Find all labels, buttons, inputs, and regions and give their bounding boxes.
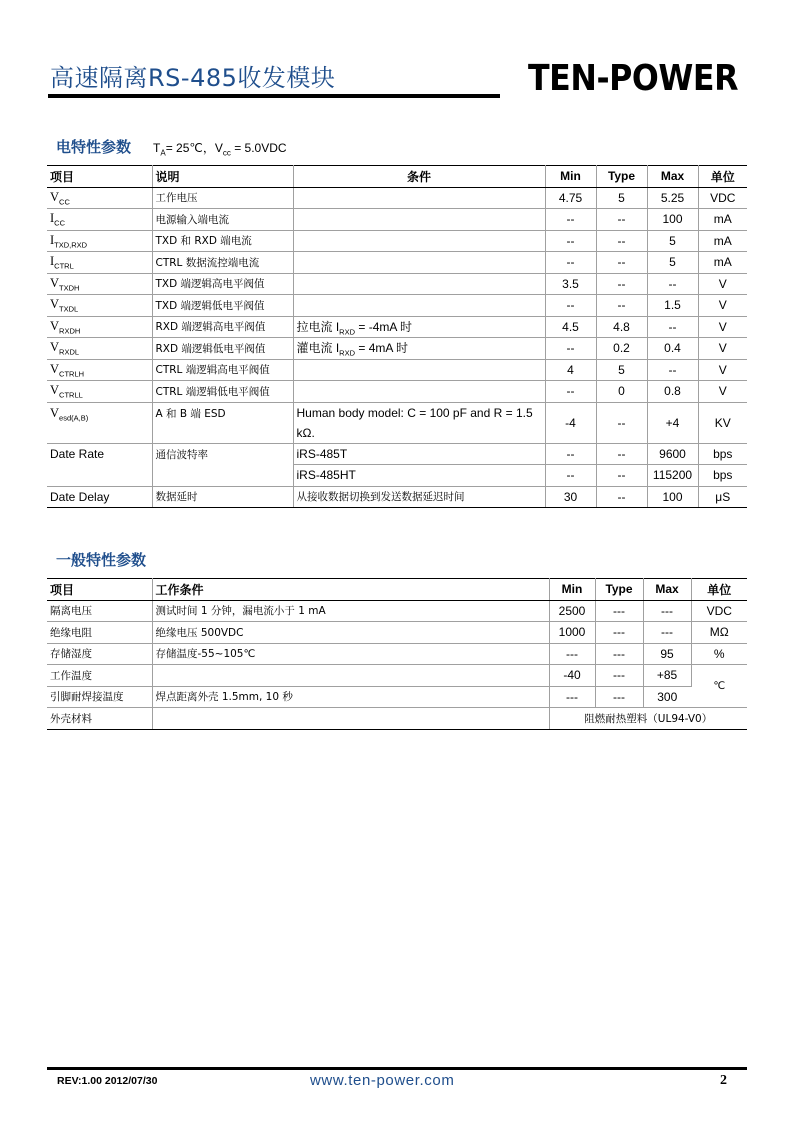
brand-logo: TEN-POWER [528, 58, 739, 99]
symbol-letter: V [50, 361, 60, 376]
value-unit: V [698, 359, 747, 381]
value-typ: -- [596, 402, 647, 443]
item-condition: 焊点距离外壳 1.5mm, 10 秒 [152, 686, 549, 708]
col-header: 说明 [152, 166, 293, 188]
value-typ: -- [596, 295, 647, 317]
value-unit: KV [698, 402, 747, 443]
value-typ: --- [595, 665, 643, 687]
table-row [47, 708, 747, 730]
value-max: 5.25 [647, 187, 698, 209]
symbol-letter: V [50, 318, 60, 333]
title-underline [48, 94, 500, 98]
value-typ: -- [596, 209, 647, 231]
param-description: CTRL 端逻辑低电平阀值 [152, 381, 293, 403]
param-condition: iRS-485T [293, 443, 545, 465]
value-typ: --- [595, 643, 643, 665]
condition-text: = -4mA 时 [355, 319, 413, 334]
param-description: 数据延时 [152, 486, 293, 508]
value-typ: 5 [596, 187, 647, 209]
col-header: Max [647, 166, 698, 188]
value-min: -40 [549, 665, 595, 687]
electrical-heading: 电特性参数 [56, 138, 132, 156]
value-unit: μS [698, 486, 747, 508]
value-min: -- [545, 465, 596, 487]
value-min: 3.5 [545, 273, 596, 295]
value-max: -- [647, 359, 698, 381]
col-header: Max [643, 579, 691, 601]
symbol-subscript: esd(A,B) [59, 413, 89, 422]
value-typ: 0.2 [596, 338, 647, 360]
value-max: 5 [647, 252, 698, 274]
param-symbol [47, 230, 152, 252]
param-description: TXD 端逻辑低电平阀值 [152, 295, 293, 317]
item-condition: 绝缘电压 500VDC [152, 622, 549, 644]
value-typ: -- [596, 252, 647, 274]
value-min: 4.75 [545, 187, 596, 209]
value-max: 0.8 [647, 381, 698, 403]
col-header: 条件 [293, 166, 545, 188]
document-title: 高速隔离RS-485收发模块 [50, 64, 336, 92]
value-max: 95 [643, 643, 691, 665]
value-min: -- [545, 252, 596, 274]
value-unit: VDC [691, 600, 747, 622]
symbol-subscript: RXDL [59, 347, 80, 357]
general-heading: 一般特性参数 [56, 551, 147, 569]
table-row [47, 187, 747, 209]
param-condition [293, 295, 545, 317]
value-typ: -- [596, 230, 647, 252]
value-typ: -- [596, 486, 647, 508]
symbol-letter: V [50, 297, 60, 311]
value-unit: VDC [698, 187, 747, 209]
param-condition [293, 230, 545, 252]
symbol-subscript: CTRLH [59, 369, 85, 378]
param-symbol [47, 209, 152, 231]
value-typ: --- [595, 622, 643, 644]
item-condition [152, 708, 549, 730]
table-row [47, 295, 747, 317]
table-row [47, 209, 747, 231]
table-row [47, 252, 747, 274]
table-row [47, 338, 747, 360]
param-condition [293, 252, 545, 274]
condition-text: RXD [339, 348, 356, 358]
item-name: 存储湿度 [47, 643, 152, 665]
value-max: -- [647, 316, 698, 338]
param-symbol [47, 402, 152, 443]
param-label: Date Rate [47, 443, 152, 486]
value-max: +85 [643, 665, 691, 687]
table-row [47, 622, 747, 644]
param-condition [293, 359, 545, 381]
param-description: CTRL 数据流控端电流 [152, 252, 293, 274]
symbol-letter: V [50, 275, 60, 290]
condition-text: = 4mA 时 [355, 341, 409, 356]
value-max: 100 [647, 486, 698, 508]
condition-text: RXD [339, 326, 356, 336]
value-max: 115200 [647, 465, 698, 487]
symbol-subscript: CTRL [54, 261, 74, 271]
value-min: --- [549, 643, 595, 665]
param-condition: Human body model: C = 100 pF and R = 1.5 kΩ. [293, 402, 545, 443]
symbol-subscript: TXDL [59, 304, 79, 314]
col-header: 项目 [47, 166, 152, 188]
item-condition: 测试时间 1 分钟，漏电流小于 1 mA [152, 600, 549, 622]
value-min: 2500 [549, 600, 595, 622]
value-min: -4 [545, 402, 596, 443]
col-header: Min [549, 579, 595, 601]
value-unit: MΩ [691, 622, 747, 644]
col-header: 项目 [47, 579, 152, 601]
value-typ: --- [595, 600, 643, 622]
symbol-letter: V [50, 405, 60, 420]
value-unit: mA [698, 230, 747, 252]
table-row [47, 316, 747, 338]
param-condition [293, 273, 545, 295]
revision-info: REV:1.00 2012/07/30 [57, 1075, 158, 1087]
table-row [47, 381, 747, 403]
table-row [47, 686, 747, 708]
value-min: -- [545, 443, 596, 465]
param-description: RXD 端逻辑高电平阀值 [152, 316, 293, 338]
symbol-subscript: TXD,RXD [54, 240, 88, 249]
value-typ: -- [596, 443, 647, 465]
col-header: Type [596, 166, 647, 188]
value-max: --- [643, 600, 691, 622]
value-unit: V [698, 273, 747, 295]
param-symbol [47, 273, 152, 295]
symbol-letter: V [50, 383, 60, 397]
param-description: A 和 B 端 ESD [152, 402, 293, 443]
table-row [47, 273, 747, 295]
item-name: 绝缘电阻 [47, 622, 152, 644]
symbol-subscript: RXDH [59, 326, 81, 335]
col-header: 单位 [691, 579, 747, 601]
footer-website-link[interactable]: www.ten-power.com [310, 1072, 455, 1089]
param-symbol [47, 359, 152, 381]
value-typ: 0 [596, 381, 647, 403]
param-description: 电源输入端电流 [152, 209, 293, 231]
param-description: TXD 端逻辑高电平阀值 [152, 273, 293, 295]
table-row [47, 230, 747, 252]
value-max: 5 [647, 230, 698, 252]
table-row [47, 443, 747, 465]
col-header: 工作条件 [152, 579, 549, 601]
value-max: 9600 [647, 443, 698, 465]
value-unit: V [698, 295, 747, 317]
param-condition: 从接收数据切换到发送数据延迟时间 [293, 486, 545, 508]
value-unit: bps [698, 443, 747, 465]
value-max: 1.5 [647, 295, 698, 317]
symbol-subscript: CC [54, 218, 66, 228]
param-symbol [47, 338, 152, 360]
value-min: 1000 [549, 622, 595, 644]
param-description: CTRL 端逻辑高电平阀值 [152, 359, 293, 381]
symbol-letter: I [50, 254, 55, 268]
symbol-subscript: CTRLL [59, 390, 83, 400]
value-min: 4 [545, 359, 596, 381]
col-header: Type [595, 579, 643, 601]
value-typ: 4.8 [596, 316, 647, 338]
value-unit: bps [698, 465, 747, 487]
value-max: 300 [643, 686, 691, 708]
item-condition [152, 665, 549, 687]
value-max: --- [643, 622, 691, 644]
value-min: 4.5 [545, 316, 596, 338]
value-typ: --- [595, 686, 643, 708]
table-header-row [47, 579, 747, 601]
symbol-subscript: CC [59, 197, 70, 206]
param-symbol [47, 252, 152, 274]
value-typ: -- [596, 273, 647, 295]
value-max: +4 [647, 402, 698, 443]
value-min: -- [545, 209, 596, 231]
param-condition [293, 338, 545, 360]
param-symbol [47, 187, 152, 209]
param-symbol [47, 295, 152, 317]
value-unit: V [698, 316, 747, 338]
table-row [47, 359, 747, 381]
value-max: -- [647, 273, 698, 295]
param-condition [293, 187, 545, 209]
value-unit: % [691, 643, 747, 665]
value-min: -- [545, 381, 596, 403]
param-description: RXD 端逻辑低电平阀值 [152, 338, 293, 360]
table-row [47, 486, 747, 508]
general-table [47, 578, 747, 730]
value-max: 100 [647, 209, 698, 231]
value-min: -- [545, 230, 596, 252]
value-unit: mA [698, 209, 747, 231]
symbol-letter: V [50, 189, 60, 204]
item-name: 工作温度 [47, 665, 152, 687]
symbol-subscript: TXDH [59, 283, 80, 292]
item-name: 引脚耐焊接温度 [47, 686, 152, 708]
param-description: 工作电压 [152, 187, 293, 209]
symbol-letter: V [50, 340, 60, 354]
param-description: TXD 和 RXD 端电流 [152, 230, 293, 252]
item-condition: 存储温度-55~105℃ [152, 643, 549, 665]
footer-rule [47, 1067, 747, 1070]
param-condition: iRS-485HT [293, 465, 545, 487]
table-row [47, 665, 747, 687]
col-header: 单位 [698, 166, 747, 188]
param-symbol [47, 316, 152, 338]
electrical-table [47, 165, 747, 508]
param-symbol [47, 381, 152, 403]
param-description: 通信波特率 [152, 443, 293, 486]
item-name: 隔离电压 [47, 600, 152, 622]
symbol-letter: I [50, 211, 55, 225]
value-typ: -- [596, 465, 647, 487]
param-condition [293, 316, 545, 338]
test-condition: $T_A=$ 25℃，$V_{cc} = 5.0VDC$ [153, 141, 287, 158]
param-label: Date Delay [47, 486, 152, 508]
value-min: 30 [545, 486, 596, 508]
shell-material: 阻燃耐热塑料（UL94-V0） [549, 708, 747, 730]
param-condition [293, 209, 545, 231]
value-unit: ℃ [691, 665, 747, 708]
value-min: -- [545, 338, 596, 360]
table-row [47, 600, 747, 622]
value-min: --- [549, 686, 595, 708]
value-typ: 5 [596, 359, 647, 381]
value-unit: V [698, 381, 747, 403]
value-min: -- [545, 295, 596, 317]
table-row [47, 643, 747, 665]
value-max: 0.4 [647, 338, 698, 360]
page-number: 2 [720, 1073, 727, 1088]
condition-text: 拉电流 I [296, 319, 340, 334]
item-name: 外壳材料 [47, 708, 152, 730]
col-header: Min [545, 166, 596, 188]
symbol-letter: I [50, 232, 55, 247]
condition-text: 灌电流 I [296, 341, 340, 356]
value-unit: V [698, 338, 747, 360]
table-row [47, 402, 747, 443]
param-condition [293, 381, 545, 403]
value-unit: mA [698, 252, 747, 274]
table-header-row [47, 166, 747, 188]
